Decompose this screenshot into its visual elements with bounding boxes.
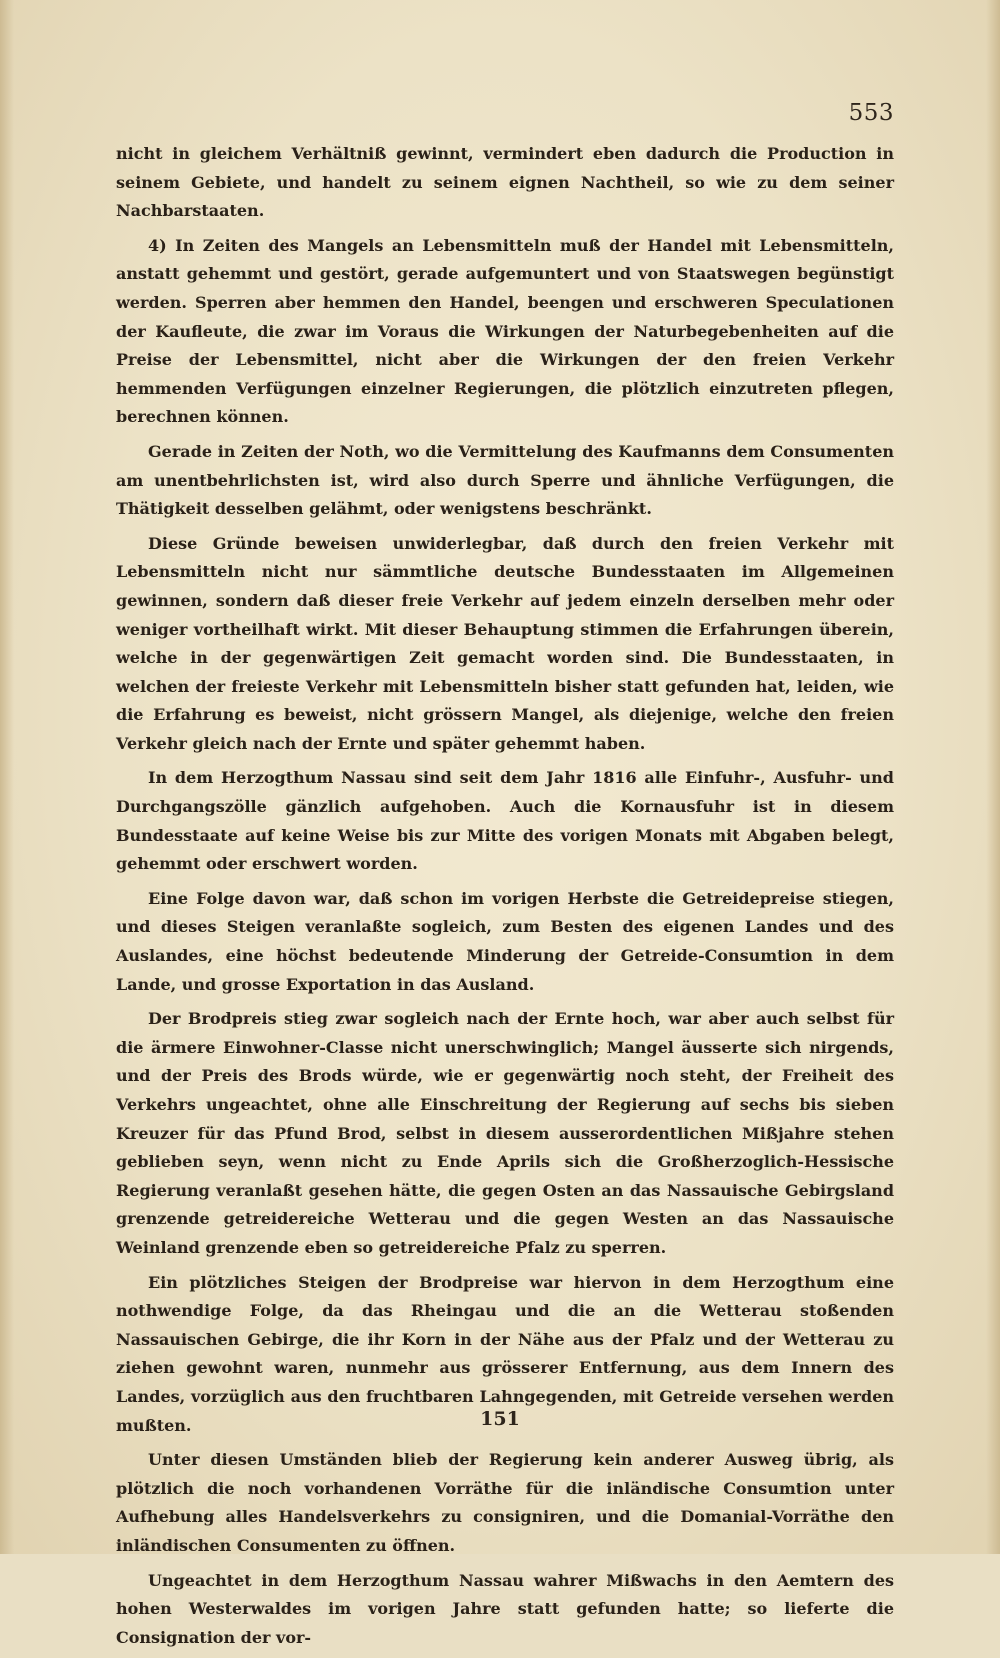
paragraph: Diese Gründe beweisen unwiderlegbar, daß durch den freien Verkehr mit Lebensmitteln nicht nur sämmtliche deutsche Bundesstaaten im Allgemeinen gewinnen, sondern daß dieser freie Verkehr auf jedem einzeln derselben mehr oder weniger vortheilhaft wirkt. Mit dieser Behauptung stimmen die Erfahrungen überein, welche in der gegenwärtigen Zeit gemacht worden sind. Die Bundesstaaten, in welchen der freieste Verkehr mit Lebensmitteln bisher statt gefunden hat, leiden, wie die Erfahrung es beweist, nicht grössern Mangel, als diejenige, welche den freien Verkehr gleich nach der Ernte und später gehemmt haben.: [116, 533, 894, 753]
paragraph: Eine Folge davon war, daß schon im vorigen Herbste die Getreidepreise stiegen, und dieses Steigen veranlaßte sogleich, zum Besten des eigenen Landes und des Auslandes, eine höchst bedeutende Minderung der Getreide-Consumtion in dem Lande, und grosse Exportation in das Ausland.: [116, 888, 894, 994]
paragraph-continued: nicht in gleichem Verhältniß gewinnt, vermindert eben dadurch die Production in seinem Gebiete, und handelt zu seinem eignen Nachtheil, so wie zu dem seiner Nachbarstaaten.: [116, 144, 894, 221]
paragraph: Ungeachtet in dem Herzogthum Nassau wahrer Mißwachs in den Aemtern des hohen Westerwaldes im vorigen Jahre statt gefunden hatte; so lieferte die Consignation der vor-: [116, 1570, 894, 1647]
paragraph: Ein plötzliches Steigen der Brodpreise war hiervon in dem Herzogthum eine nothwendige Folge, da das Rheingau und die an die Wetterau stoßenden Nassauischen Gebirge, die ihr Korn in der Nähe aus der Pfalz und der Wetterau zu ziehen gewohnt waren, nunmehr aus grösserer Entfernung, aus dem Innern des Landes, vorzüglich aus den fruchtbaren Lahngegenden, mit Getreide versehen werden mußten.: [116, 1272, 894, 1435]
body-text: [116, 140, 894, 1658]
page-number: 553: [848, 100, 894, 126]
paragraph: In dem Herzogthum Nassau sind seit dem Jahr 1816 alle Einfuhr-, Ausfuhr- und Durchgangszölle gänzlich aufgehoben. Auch die Kornausfuhr ist in diesem Bundesstaate auf keine Weise bis zur Mitte des vorigen Monats mit Abgaben belegt, gehemmt oder erschwert worden.: [116, 768, 894, 874]
paragraph: Der Brodpreis stieg zwar sogleich nach der Ernte hoch, war aber auch selbst für die ärmere Einwohner-Classe nicht unerschwinglich; Mangel äusserte sich nirgends, und der Preis des Brods würde, wie er gegenwärtig noch steht, der Freiheit des Verkehrs ungeachtet, ohne alle Einschreitung der Regierung auf sechs bis sieben Kreuzer für das Pfund Brod, selbst in diesem ausserordentlichen Mißjahre stehen geblieben seyn, wenn nicht zu Ende Aprils sich die Großherzoglich-Hessische Regierung veranlaßt gesehen hätte, die gegen Osten an das Nassauische Gebirgsland grenzende getreidereiche Wetterau und die gegen Westen an das Nassauische Weinland grenzende eben so getreidereiche Pfalz zu sperren.: [116, 1009, 894, 1257]
page-edge-left: [0, 0, 14, 1554]
paragraph: 4) In Zeiten des Mangels an Lebensmitteln muß der Handel mit Lebensmitteln, anstatt gehemmt und gestört, gerade aufgemuntert und von Staatswegen begünstigt werden. Sperren aber hemmen den Handel, beengen und erschweren Speculationen der Kaufleute, die zwar im Voraus die Wirkungen der Naturbegebenheiten auf die Preise der Lebensmittel, nicht aber die Wirkungen der den freien Verkehr hemmenden Verfügungen einzelner Regierungen, die plötzlich einzutreten pflegen, berechnen können.: [116, 235, 894, 427]
paragraph: Unter diesen Umständen blieb der Regierung kein anderer Ausweg übrig, als plötzlich die noch vorhandenen Vorräthe für die inländische Consumtion unter Aufhebung alles Handelsverkehrs zu consigniren, und die Domanial-Vorräthe den inländischen Consumenten zu öffnen.: [116, 1450, 894, 1555]
signature-mark: 151: [480, 1408, 520, 1430]
page-edge-right: [986, 0, 1000, 1554]
paragraph: Gerade in Zeiten der Noth, wo die Vermittelung des Kaufmanns dem Consumenten am unentbehrlichsten ist, wird also durch Sperre und ähnliche Verfügungen, die Thätigkeit desselben gelähmt, oder wenigstens beschränkt.: [116, 441, 894, 519]
